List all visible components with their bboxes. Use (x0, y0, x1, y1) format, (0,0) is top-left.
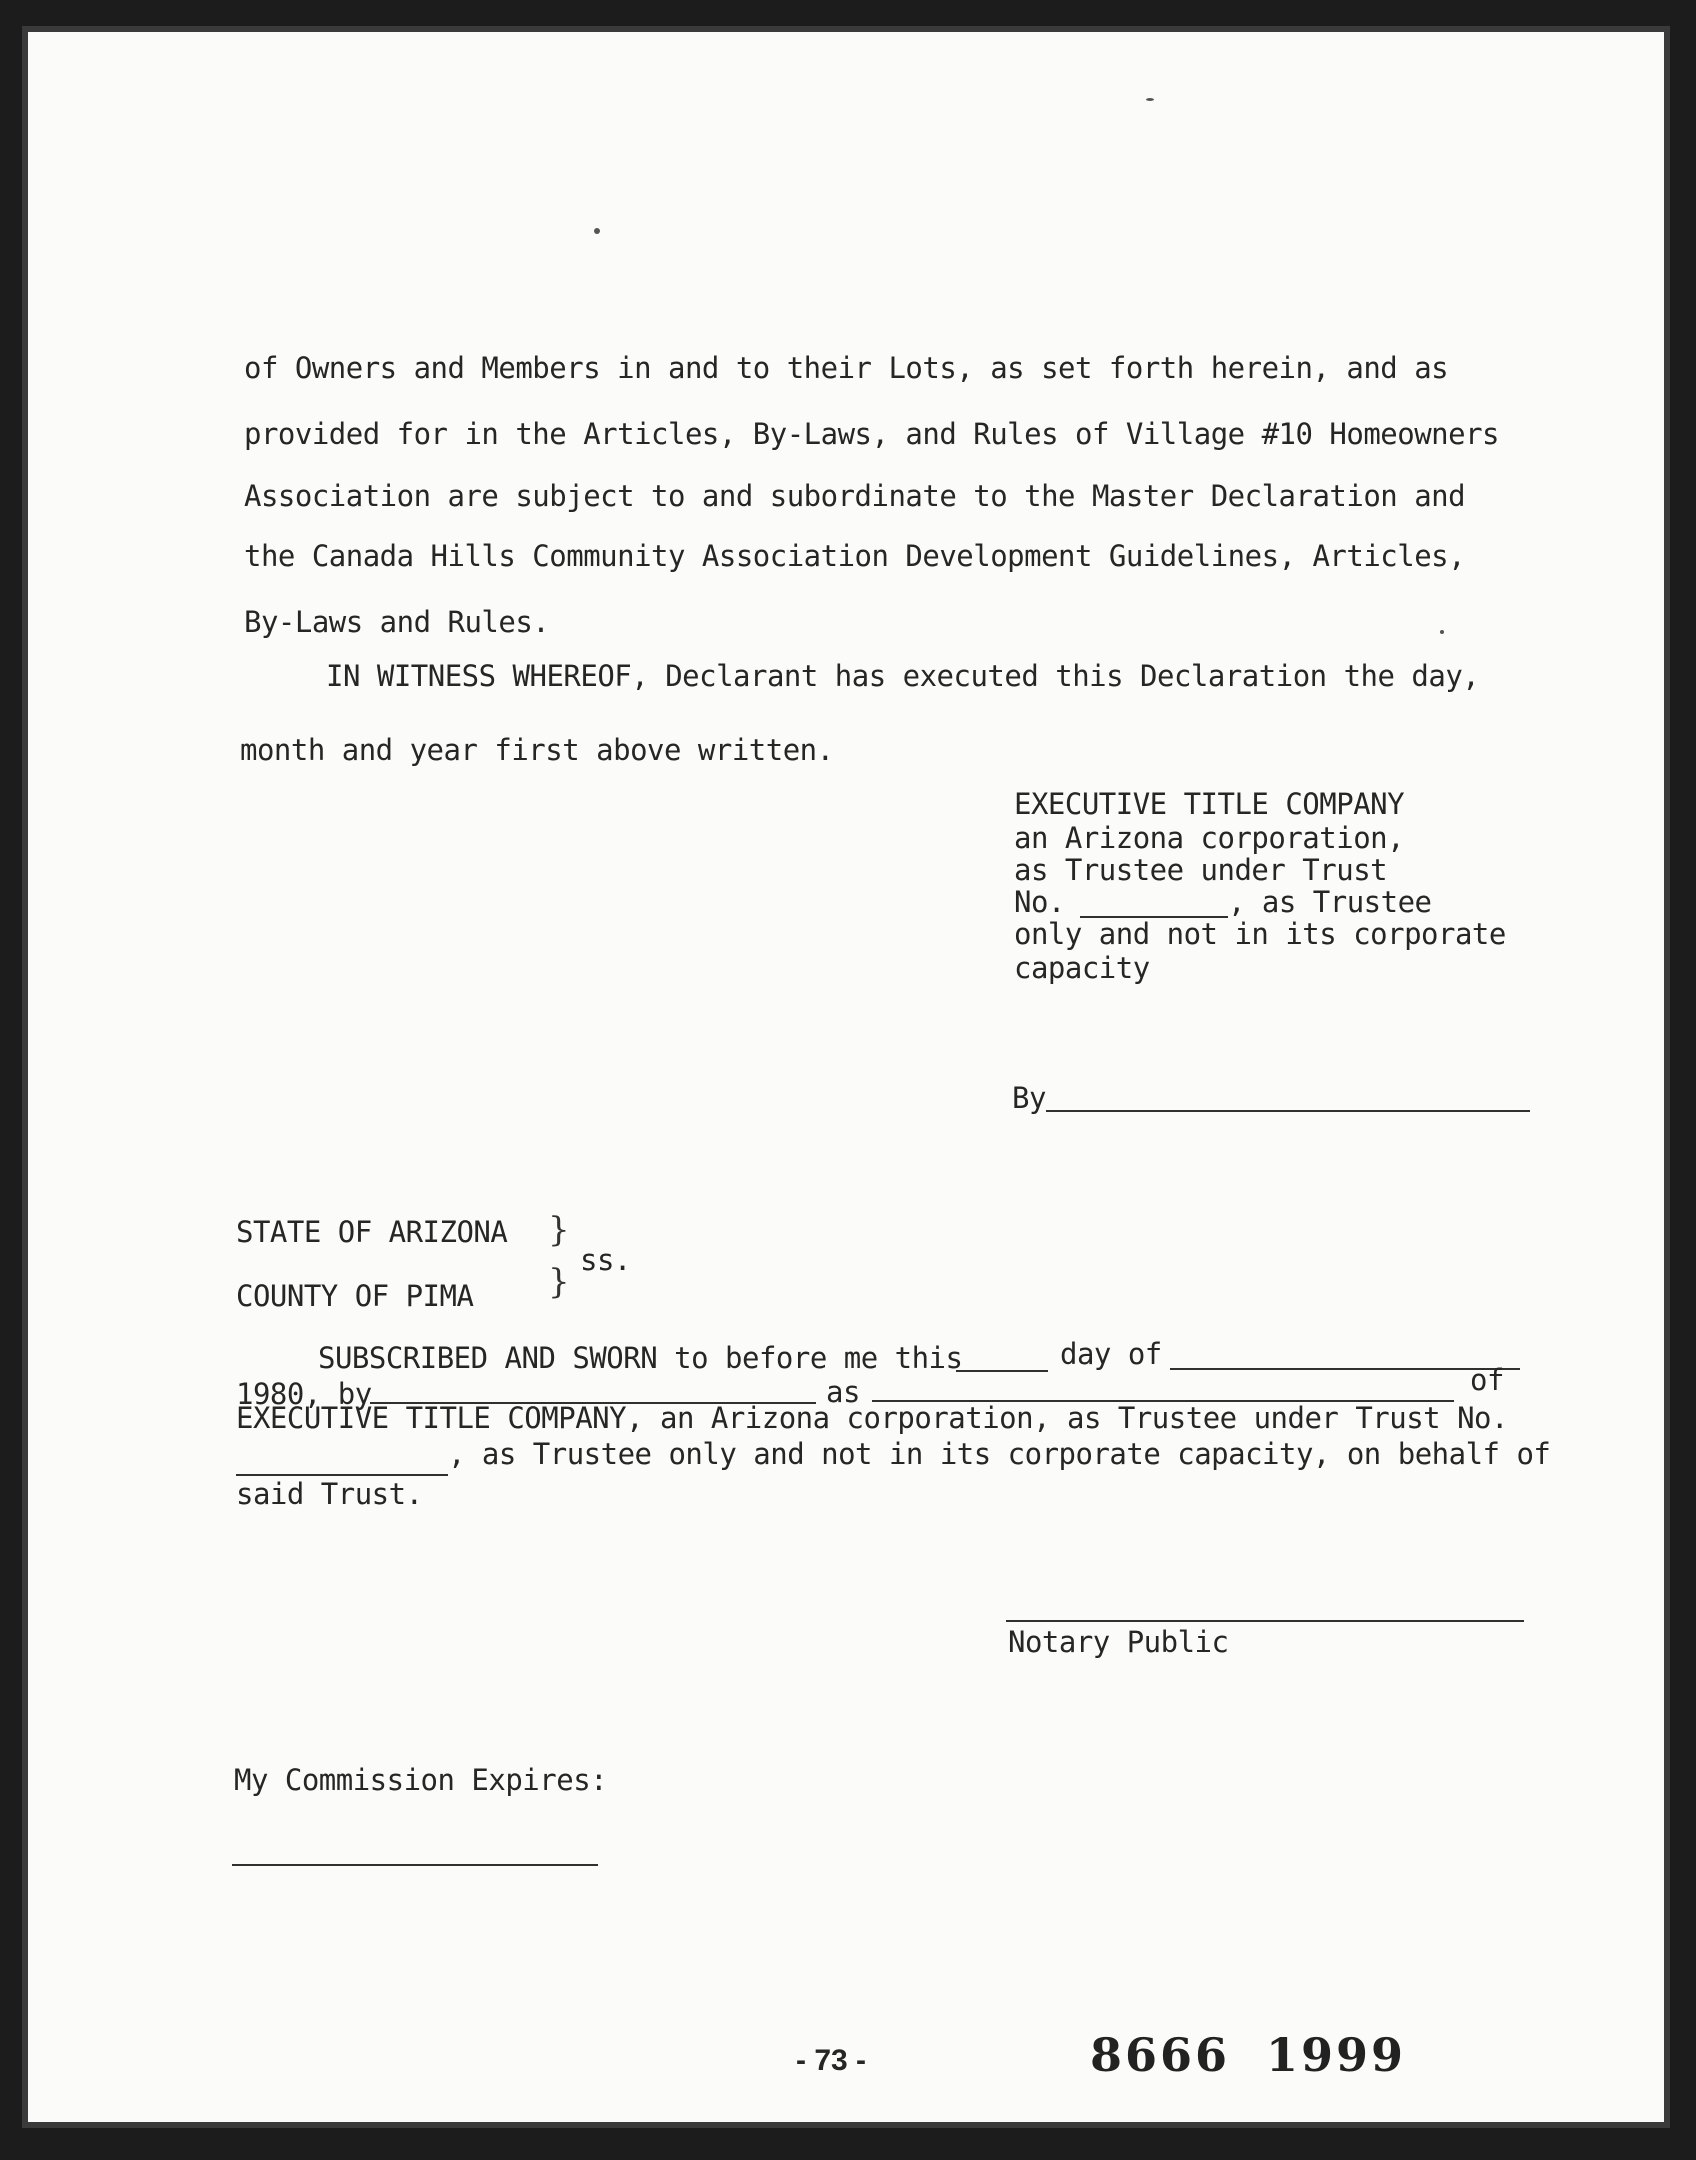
ss-label: ss. (580, 1243, 631, 1277)
notary-line: EXECUTIVE TITLE COMPANY, an Arizona corporation, as Trustee under Trust No. (236, 1401, 1508, 1435)
paragraph-line: of Owners and Members in and to their Lots, as set forth herein, and as (244, 351, 1449, 385)
signature-block-line: , as Trustee (1228, 885, 1432, 919)
sworn-line: SUBSCRIBED AND SWORN to before me this (318, 1341, 963, 1375)
county-label: COUNTY OF PIMA (236, 1279, 474, 1313)
paragraph-line: the Canada Hills Community Association Development Guidelines, Articles, (244, 539, 1466, 573)
paragraph-line: provided for in the Articles, By-Laws, and Rules of Village #10 Homeowners (244, 417, 1500, 451)
notary-public-label: Notary Public (1008, 1625, 1229, 1659)
record-page-number: 1999 (1266, 2028, 1407, 2082)
commission-expires-label: My Commission Expires: (234, 1763, 608, 1797)
witness-line: month and year first above written. (240, 733, 834, 767)
document-page (22, 26, 1670, 2128)
page-number: - 73 - (796, 2044, 867, 2077)
month-blank (1170, 1368, 1520, 1370)
day-blank (956, 1370, 1048, 1372)
scan-speck (1440, 630, 1444, 634)
signature-block-line: capacity (1014, 951, 1150, 985)
trust-no-blank (236, 1474, 448, 1476)
by-label: By (1012, 1081, 1046, 1115)
signature-block-line: an Arizona corporation, (1014, 821, 1405, 855)
notary-line: said Trust. (236, 1477, 423, 1511)
of-label: of (1470, 1363, 1504, 1397)
brace-icon: } (548, 1210, 570, 1250)
docket-number: 8666 (1090, 2028, 1231, 2082)
brace-icon: } (548, 1262, 570, 1302)
company-name: EXECUTIVE TITLE COMPANY (1014, 787, 1405, 821)
day-of-label: day of (1060, 1337, 1162, 1371)
paragraph-line: By-Laws and Rules. (244, 605, 550, 639)
year-by-label: 1980, by (236, 1377, 372, 1411)
state-label: STATE OF ARIZONA (236, 1215, 508, 1249)
scan-speck (1146, 98, 1154, 101)
scan-speck (594, 228, 600, 234)
signature-block-line: as Trustee under Trust (1014, 853, 1388, 887)
witness-line: IN WITNESS WHEREOF, Declarant has executed this Declaration the day, (326, 659, 1480, 693)
signature-block-line: No. (1014, 885, 1065, 919)
as-label: as (826, 1375, 860, 1409)
commission-date-blank (232, 1864, 598, 1866)
signature-line (1046, 1110, 1530, 1112)
signature-block-line: only and not in its corporate (1014, 917, 1506, 951)
paragraph-line: Association are subject to and subordinate to the Master Declaration and (244, 479, 1466, 513)
notary-line: , as Trustee only and not in its corporate capacity, on behalf of (448, 1437, 1551, 1471)
notary-signature-line (1006, 1620, 1524, 1622)
